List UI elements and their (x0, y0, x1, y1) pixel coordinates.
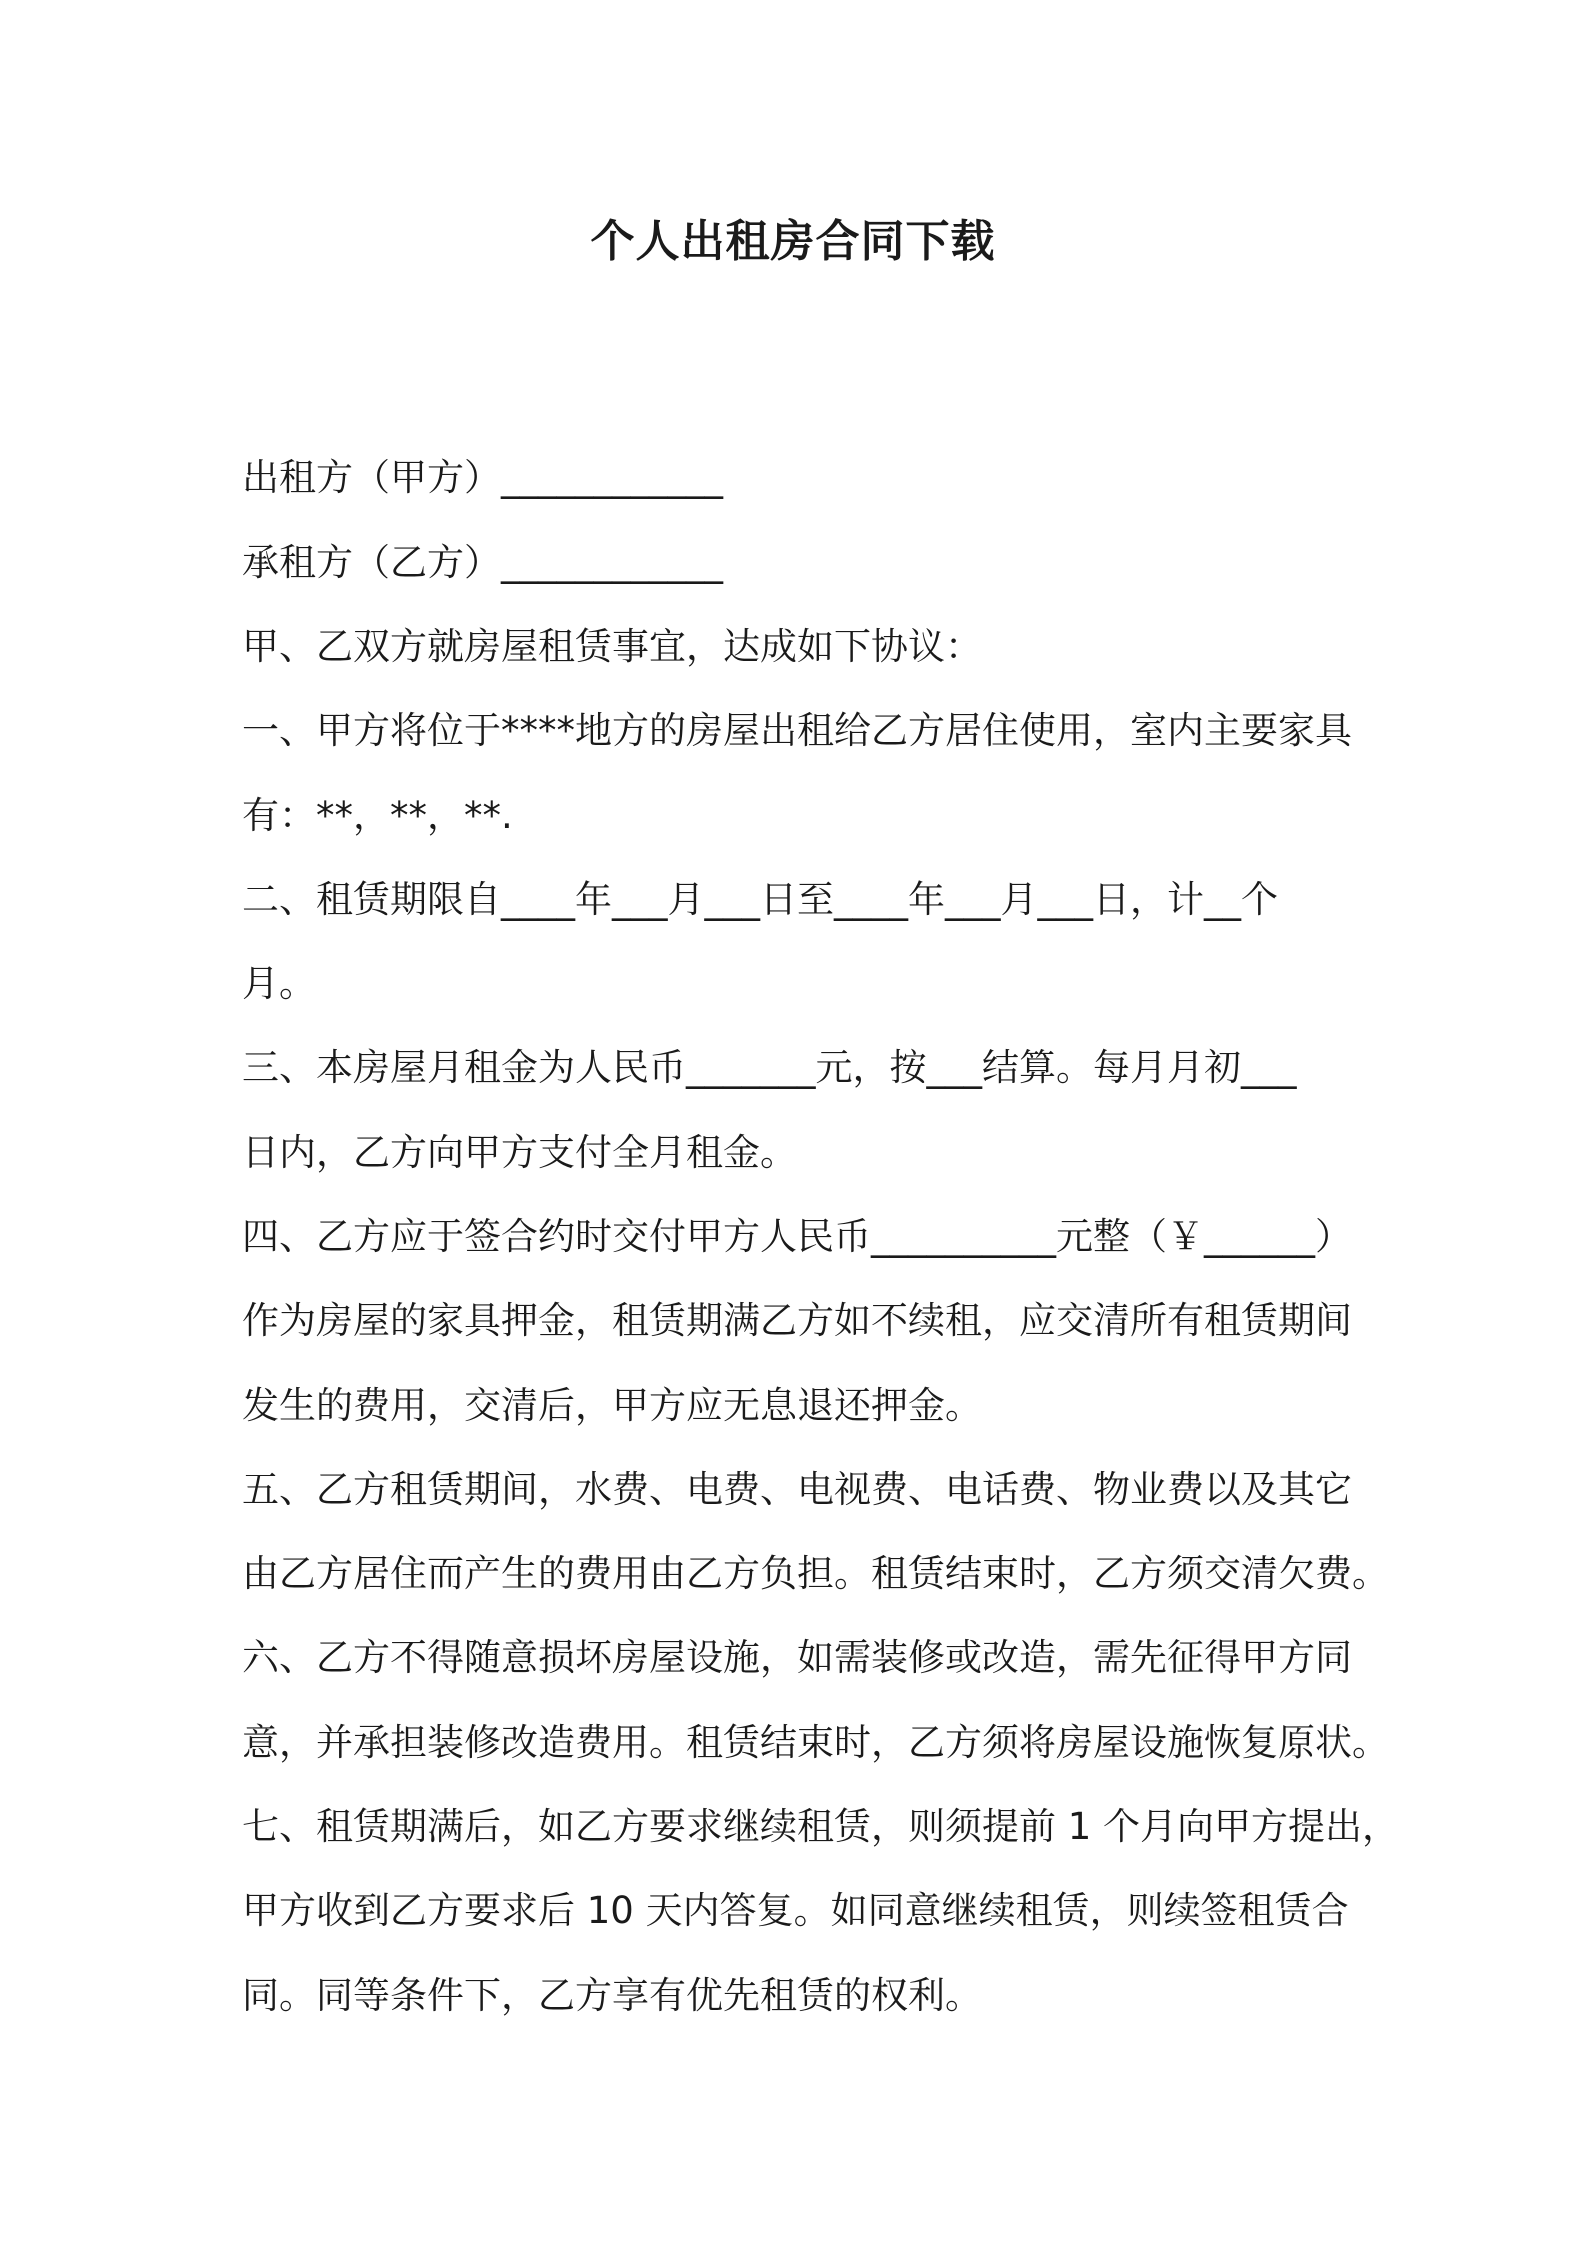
clause-5-line-2: 由乙方居住而产生的费用由乙方负担。租赁结束时，乙方须交清欠费。 (242, 1552, 1389, 1595)
clause-1-line-1: 一、甲方将位于****地方的房屋出租给乙方居住使用，室内主要家具 (242, 709, 1352, 752)
lessor-line: 出租方（甲方）____________ (242, 456, 723, 499)
clause-6-line-2: 意，并承担装修改造费用。租赁结束时，乙方须将房屋设施恢复原状。 (242, 1721, 1389, 1764)
clause-5-line-1: 五、乙方租赁期间，水费、电费、电视费、电话费、物业费以及其它 (242, 1468, 1352, 1511)
clause-2-line-2: 月。 (242, 962, 316, 1005)
clause-1-line-2: 有：**，**，**. (242, 794, 513, 837)
clause-6-line-1: 六、乙方不得随意损坏房屋设施，如需装修或改造，需先征得甲方同 (242, 1636, 1352, 1679)
clause-7-line-2: 甲方收到乙方要求后 10 天内答复。如同意继续租赁，则续签租赁合 (242, 1889, 1349, 1932)
clause-3-line-1: 三、本房屋月租金为人民币_______元，按___结算。每月月初___ (242, 1046, 1297, 1089)
clause-2-line-1: 二、租赁期限自____年___月___日至____年___月___日，计__个 (242, 878, 1278, 921)
lessee-line: 承租方（乙方）____________ (242, 541, 723, 584)
clause-4-line-2: 作为房屋的家具押金，租赁期满乙方如不续租，应交清所有租赁期间 (242, 1299, 1352, 1342)
clause-7-line-3: 同。同等条件下，乙方享有优先租赁的权利。 (242, 1974, 982, 2017)
clause-4-line-1: 四、乙方应于签合约时交付甲方人民币__________元整（￥______） (242, 1215, 1352, 1258)
clause-4-line-3: 发生的费用，交清后，甲方应无息退还押金。 (242, 1384, 982, 1427)
clause-3-line-2: 日内，乙方向甲方支付全月租金。 (242, 1131, 797, 1174)
clause-7-line-1: 七、租赁期满后，如乙方要求继续租赁，则须提前 1 个月向甲方提出， (242, 1805, 1400, 1848)
document-title: 个人出租房合同下载 (590, 216, 996, 267)
agreement-intro: 甲、乙双方就房屋租赁事宜，达成如下协议： (242, 625, 982, 668)
